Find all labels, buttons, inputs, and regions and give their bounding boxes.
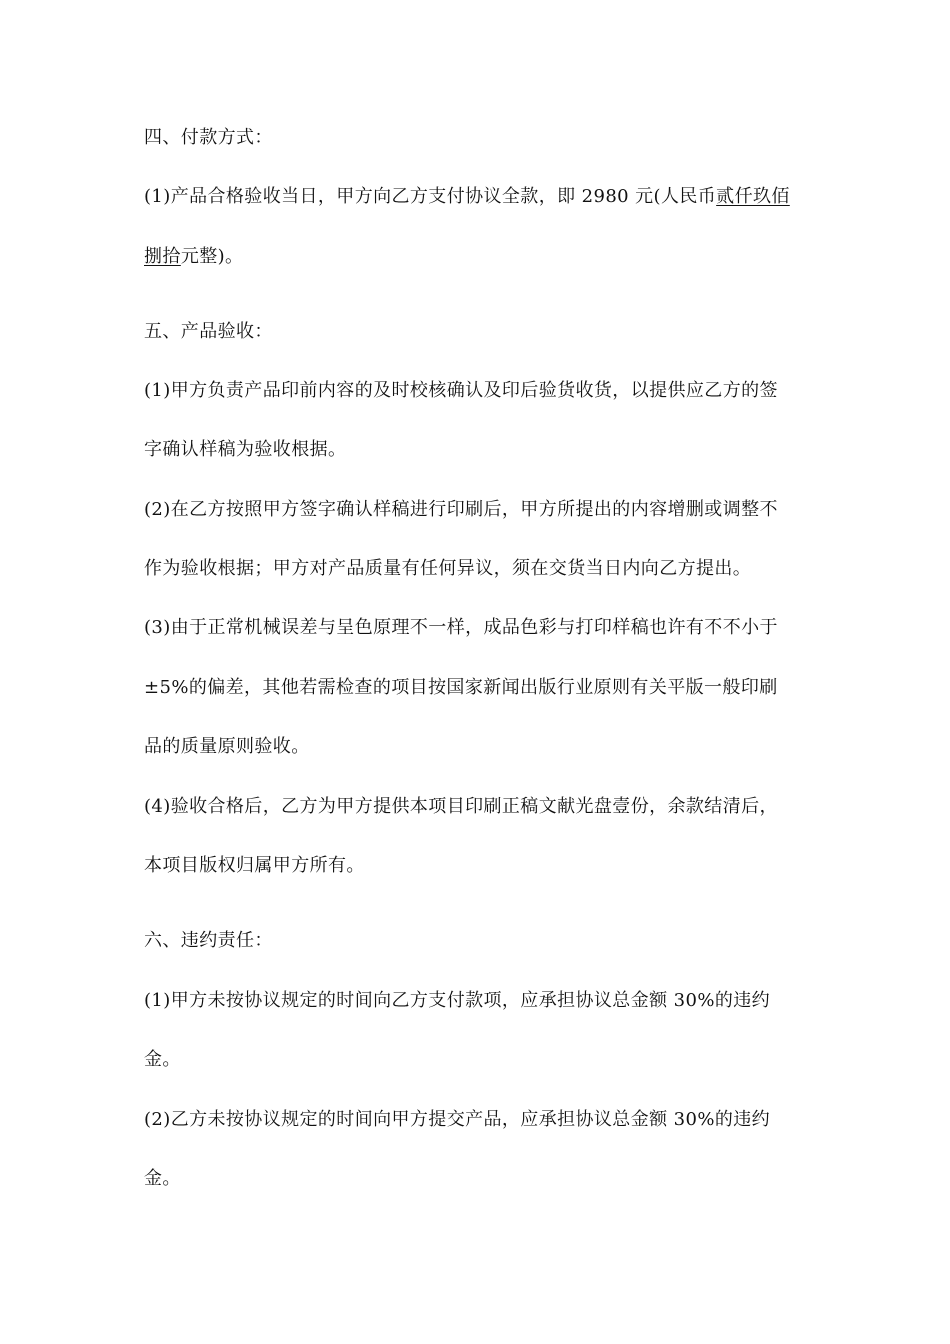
amount-in-words-part-1: 贰仟玖佰	[716, 186, 790, 207]
section-4-item-1-line-1	[144, 185, 814, 209]
section-4-item-1-line-2	[144, 245, 814, 269]
section-5-item-4-line-1: (4)验收合格后，乙方为甲方提供本项目印刷正稿文献光盘壹份，余款结清后，	[144, 796, 778, 817]
section-6-item-1-line-1: (1)甲方未按协议规定的时间向乙方支付款项，应承担协议总金额 30%的违约	[144, 990, 771, 1011]
section-5-heading: 五、产品验收：	[144, 321, 273, 342]
section-5-item-2-line-1: (2)在乙方按照甲方签字确认样稿进行印刷后，甲方所提出的内容增删或调整不	[144, 499, 778, 520]
amount-in-words-part-2: 捌拾	[144, 246, 181, 267]
payment-text-end: 元整)。	[180, 246, 244, 267]
section-5-item-3-line-2: ±5%的偏差，其他若需检查的项目按国家新闻出版行业原则有关平版一般印刷	[144, 677, 778, 698]
section-6-item-2-line-1: (2)乙方未按协议规定的时间向甲方提交产品，应承担协议总金额 30%的违约	[144, 1109, 771, 1130]
section-5-item-3-line-1: (3)由于正常机械误差与呈色原理不一样，成品色彩与打印样稿也许有不不小于	[144, 617, 778, 638]
section-6-item-2-line-2: 金。	[144, 1168, 181, 1189]
section-5-item-1-line-1: (1)甲方负责产品印前内容的及时校核确认及印后验货收货，以提供应乙方的签	[144, 380, 778, 401]
section-5-item-3-line-3: 品的质量原则验收。	[144, 736, 310, 757]
section-6-heading: 六、违约责任：	[144, 930, 273, 951]
section-5-item-1-line-2: 字确认样稿为验收根据。	[144, 439, 347, 460]
section-6-item-1-line-2: 金。	[144, 1049, 181, 1070]
section-4-heading: 四、付款方式：	[144, 127, 273, 148]
section-5-item-4-line-2: 本项目版权归属甲方所有。	[144, 855, 365, 876]
section-5-item-2-line-2: 作为验收根据；甲方对产品质量有任何异议，须在交货当日内向乙方提出。	[144, 558, 752, 579]
payment-text: (1)产品合格验收当日，甲方向乙方支付协议全款，即 2980 元(人民币	[144, 186, 717, 207]
